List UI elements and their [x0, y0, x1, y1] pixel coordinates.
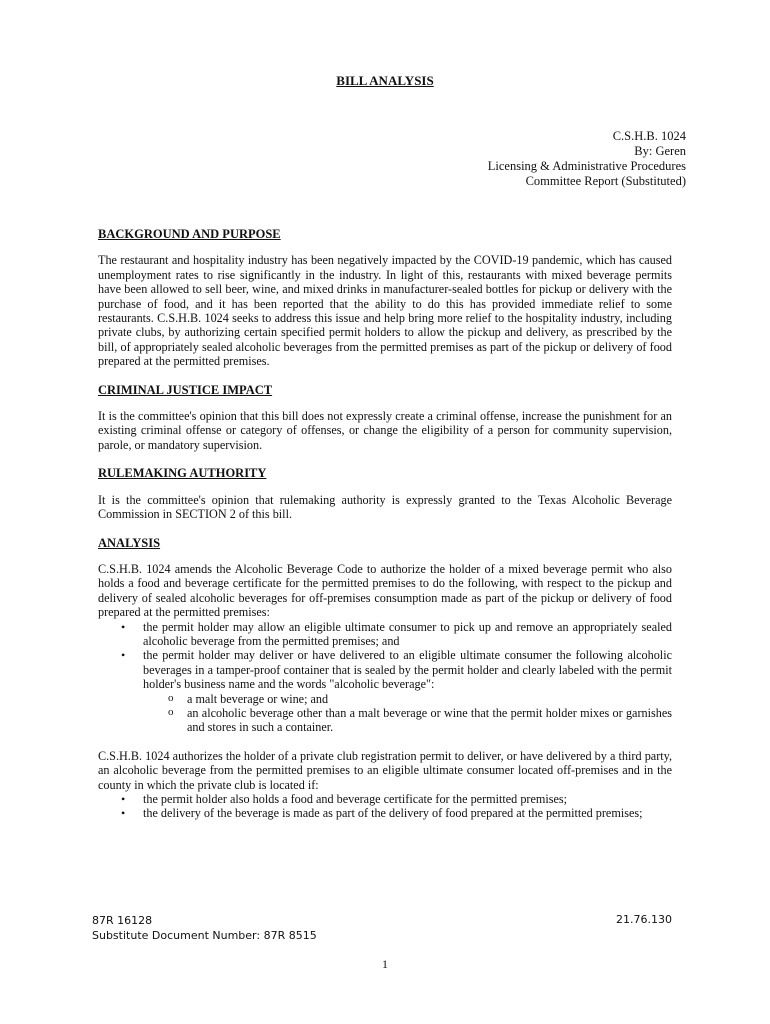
criminal-justice-heading: CRIMINAL JUSTICE IMPACT — [98, 382, 273, 397]
list-item — [143, 806, 672, 820]
substitute-document-number: Substitute Document Number: 87R 8515 — [92, 929, 317, 942]
footer-right-code: 21.76.130 — [616, 913, 672, 926]
analysis-section — [98, 536, 672, 821]
document-body — [98, 227, 672, 835]
background-heading: BACKGROUND AND PURPOSE — [98, 227, 281, 241]
footer-left — [92, 913, 317, 943]
analysis-paragraph-2: C.S.H.B. 1024 authorizes the holder of a private club registration permit to deliver, or have delivered by a third party, an alcoholic beverage from the permitted premises to an eligible ultimate consumer located off-premises and in the county in which the private club is located if: — [98, 748, 672, 792]
rulemaking-text: It is the committee's opinion that rulemaking authority is expressly granted to the Texas Alcoholic Beverage Commission in SECTION 2 of this bill. — [98, 492, 672, 522]
criminal-justice-text: It is the committee's opinion that this bill does not expressly create a criminal offense, increase the punishment for an existing criminal offense or category of offenses, or change the eligibility of a person for community supervision, parole, or mandatory supervision. — [98, 409, 672, 452]
analysis-bullet-list-2 — [98, 792, 672, 821]
bullet-text: the permit holder may deliver or have delivered to an eligible ultimate consumer the following alcoholic beverages in a tamper-proof container that is sealed by the permit holder and clearly labeled with the permit holder's business name and the words "alcoholic beverage": — [143, 648, 672, 692]
bill-header — [488, 129, 686, 189]
list-item — [187, 692, 672, 706]
list-item — [143, 792, 672, 806]
sub-bullet-list — [143, 692, 672, 735]
bullet-text: the delivery of the beverage is made as part of the delivery of food prepared at the permitted premises; — [143, 806, 643, 821]
analysis-intro: C.S.H.B. 1024 amends the Alcoholic Beverage Code to authorize the holder of a mixed beverage permit who also holds a food and beverage certificate for the permitted premises to do the following, with respect to the pickup and delivery of sealed alcoholic beverages for off-premises consumption made as part of the pickup or delivery of food prepared at the permitted premises: — [98, 561, 672, 620]
document-code: 87R 16128 — [92, 914, 153, 927]
page-number: 1 — [382, 957, 388, 971]
list-item — [143, 648, 672, 734]
background-section — [98, 227, 672, 369]
criminal-justice-section — [98, 383, 672, 453]
sub-bullet-text: an alcoholic beverage other than a malt beverage or wine that the permit holder mixes or garnishes and stores in such a container. — [187, 705, 672, 735]
rulemaking-heading: RULEMAKING AUTHORITY — [98, 466, 267, 481]
list-item — [187, 706, 672, 735]
document-title: BILL ANALYSIS — [336, 73, 434, 88]
list-item — [143, 620, 672, 649]
bill-author: By: Geren — [634, 144, 686, 158]
bullet-text: the permit holder may allow an eligible ultimate consumer to pick up and remove an appropriately sealed alcoholic beverage from the permitted premises; and — [143, 619, 672, 648]
rulemaking-section — [98, 466, 672, 521]
analysis-heading: ANALYSIS — [98, 535, 161, 550]
report-type: Committee Report (Substituted) — [525, 174, 686, 188]
committee-name: Licensing & Administrative Procedures — [487, 159, 686, 173]
analysis-bullet-list — [98, 620, 672, 735]
sub-bullet-text: a malt beverage or wine; and — [187, 691, 329, 706]
bullet-text: the permit holder also holds a food and beverage certificate for the permitted premises; — [143, 792, 568, 806]
background-text: The restaurant and hospitality industry has been negatively impacted by the COVID-19 pandemic, which has caused unemployment rates to rise significantly in the industry. In light of this, restaurants with mixed beverage permits have been allowed to sell beer, wine, and mixed drinks in manufacturer-sealed bottles for pickup or delivery with the purchase of food, and it has been reported that the ability to do this has provided immediate relief to some restaurants. C.S.H.B. 1024 seeks to address this issue and help bring more relief to the hospitality industry, including private clubs, by authorizing certain specified permit holders to allow the pickup and delivery, as prescribed by the bill, of appropriately sealed alcoholic beverages from the permitted premises as part of the pickup or delivery of food prepared at the permitted premises. — [98, 253, 672, 369]
bill-number: C.S.H.B. 1024 — [612, 129, 686, 143]
